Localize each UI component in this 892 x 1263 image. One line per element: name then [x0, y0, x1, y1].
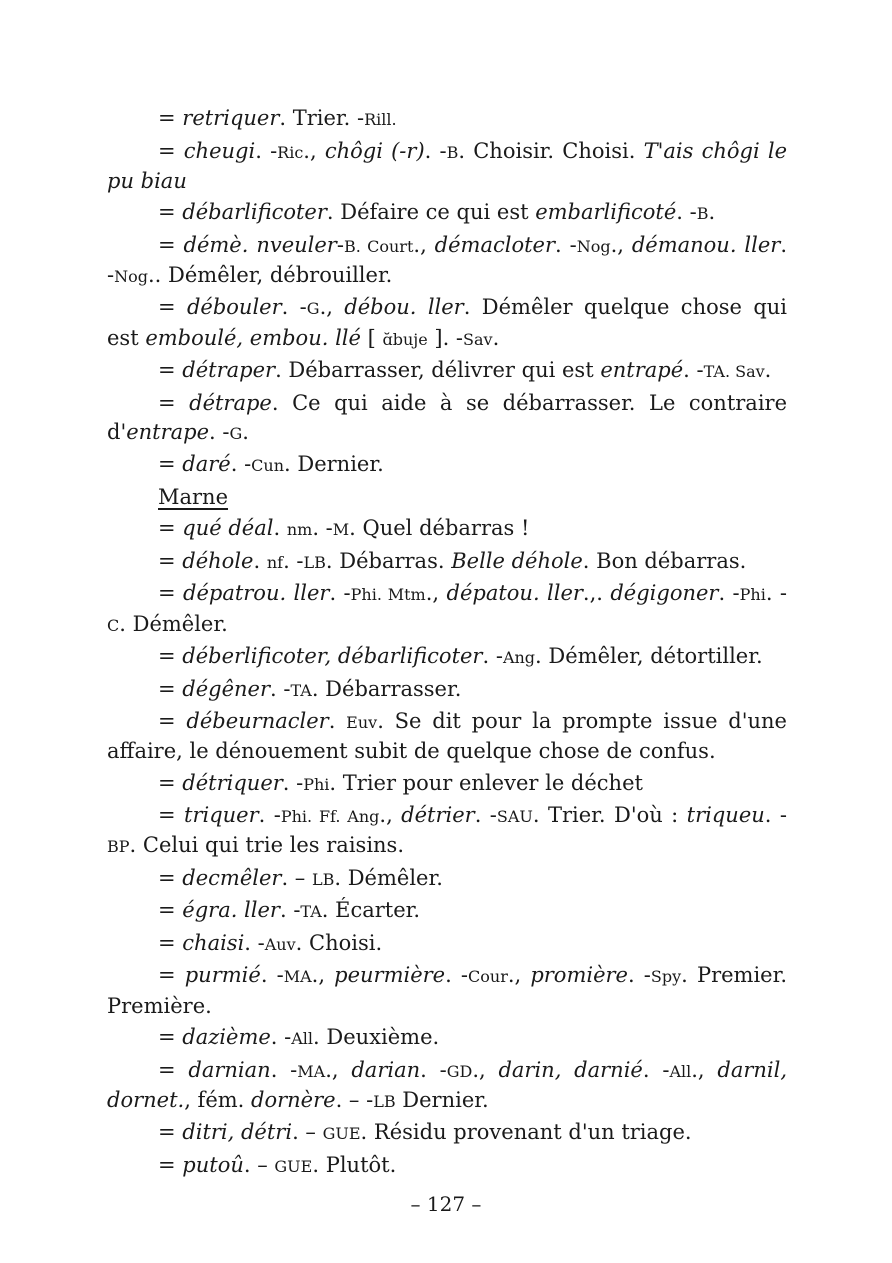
entry-text: . -: [482, 644, 503, 669]
entry-text: . Résidu provenant d'un triage.: [360, 1120, 692, 1145]
entry-text: . Quel débarras !: [349, 516, 530, 541]
source-abbreviation: Cun: [251, 456, 285, 476]
entry-text: . Écarter.: [321, 898, 421, 923]
entry-text: . Se dit pour la prompte issue d'une affaire, le dénouement subit de quelque chose de confus.: [107, 709, 787, 764]
entry-text: . Premier. Première.: [107, 963, 788, 1018]
dialect-term: putoû: [182, 1152, 244, 1177]
entry-text: .,: [325, 1057, 352, 1082]
entry-text: . -: [270, 1025, 292, 1050]
dialect-term: emboulé, embou. llé: [145, 325, 361, 350]
entry-text: . -: [244, 930, 265, 955]
entry-text: =: [158, 1025, 183, 1050]
source-abbreviation: GUE: [322, 1124, 361, 1144]
source-abbreviation: TA. Sav: [703, 362, 765, 382]
source-abbreviation: B: [696, 204, 709, 224]
source-abbreviation: Spy: [650, 967, 682, 987]
dialect-term: détrape: [189, 390, 272, 415]
entry-text: =: [158, 295, 187, 320]
entry-text: =: [158, 1057, 189, 1082]
glossary-entry: [107, 1023, 787, 1053]
entry-text: . Plutôt.: [312, 1152, 397, 1177]
glossary-entry: [107, 450, 787, 480]
source-abbreviation: All: [291, 1029, 314, 1049]
entry-text: . -: [642, 1057, 670, 1082]
entry-text: .: [492, 325, 500, 350]
dialect-term: débou. ller: [344, 295, 464, 320]
dialect-term: triquer: [184, 803, 259, 828]
entry-text: =: [158, 963, 185, 988]
entry-text: . Ce qui aide à se débarrasser. Le contraire d': [107, 390, 788, 444]
glossary-entry: [107, 293, 787, 353]
glossary-entry: [107, 929, 787, 959]
entry-text: =: [158, 232, 184, 257]
glossary-entry: [107, 864, 787, 894]
page-number: – 127 –: [410, 1192, 482, 1216]
source-abbreviation: MA: [297, 1061, 326, 1081]
source-abbreviation: nm: [286, 520, 313, 540]
entry-text: . -: [718, 581, 740, 606]
entry-text: =: [158, 106, 183, 130]
entry-text: . Dernier.: [284, 452, 384, 477]
entry-text: . -: [230, 452, 252, 477]
glossary-entry: [107, 1151, 787, 1181]
dialect-term: darnian: [188, 1057, 271, 1082]
entry-text: . -: [676, 200, 697, 225]
dialect-term: embarlificoté: [535, 200, 677, 225]
source-abbreviation: Sav: [463, 329, 493, 349]
dialect-term: triqueu: [686, 803, 765, 828]
entry-text: =: [158, 803, 185, 828]
entry-text: . -: [107, 232, 787, 287]
entry-text: =: [158, 581, 183, 606]
source-abbreviation: All: [669, 1061, 692, 1081]
dialect-term: entrape: [126, 419, 210, 444]
entry-text: .: [328, 709, 347, 734]
dialect-term: chôgi (-r): [324, 138, 425, 163]
entry-text: =: [158, 358, 183, 383]
entry-text: . –: [292, 1120, 323, 1145]
entry-text: =: [158, 138, 184, 163]
dialect-term: dépatrou. ller: [183, 581, 330, 606]
entry-text: =: [158, 644, 183, 669]
entry-text: .: [764, 358, 772, 383]
dialect-term: retriquer: [182, 106, 280, 130]
entry-text: . -: [683, 358, 704, 383]
entry-text: . -: [555, 232, 577, 257]
entry-text: =: [158, 452, 183, 477]
source-abbreviation: TA: [290, 680, 312, 700]
entry-text: . -: [420, 1057, 447, 1082]
glossary-entry: [107, 231, 787, 291]
dialect-term: purmié: [184, 963, 261, 988]
entry-text: . – -: [335, 1087, 374, 1112]
source-abbreviation: C: [107, 615, 120, 635]
entry-text: .,: [691, 1057, 718, 1082]
glossary-entry: [107, 707, 787, 766]
entry-text: . –: [243, 1152, 275, 1177]
dialect-term: Belle déhole: [451, 548, 583, 573]
entry-text: . -: [270, 1057, 298, 1082]
source-abbreviation: LB: [303, 552, 326, 572]
source-abbreviation: Phi: [739, 585, 766, 605]
glossary-entry: [107, 961, 787, 1020]
source-abbreviation: Euv: [346, 713, 378, 733]
dialect-term: dégêner: [182, 676, 271, 701]
entry-text: .: [242, 419, 249, 444]
entry-text: . -: [765, 581, 788, 606]
entry-text: . Choisi.: [295, 930, 383, 955]
entry-text: . -: [474, 803, 497, 828]
entry-text: =: [158, 1120, 183, 1145]
entry-text: .,: [507, 963, 531, 988]
source-abbreviation: nf: [266, 552, 284, 572]
entry-text: . Démêler.: [334, 865, 443, 890]
dialect-term: débeurnacler: [186, 709, 329, 734]
source-abbreviation: Phi: [303, 774, 330, 794]
source-abbreviation: SAU: [496, 807, 533, 827]
dialect-term: qué déal: [182, 516, 274, 541]
entry-text: ]. -: [427, 325, 464, 350]
source-abbreviation: Rill.: [364, 110, 397, 129]
entry-text: . -: [260, 963, 284, 988]
source-abbreviation: Phi. Mtm: [350, 585, 426, 605]
source-abbreviation: ɑ̆buje: [382, 329, 428, 349]
entry-text: . Trier. D'où :: [532, 803, 687, 828]
dialect-term: darnil, dornet.: [107, 1057, 788, 1112]
entry-text: . Choisir. Choisi.: [458, 138, 644, 163]
glossary-entry: [107, 514, 787, 544]
entry-text: =: [158, 200, 183, 225]
entry-text: .: [273, 516, 287, 541]
entry-text: =: [158, 548, 183, 573]
entry-text: . -: [279, 898, 301, 923]
dialect-term: déberlificoter, débarlificoter: [182, 644, 483, 669]
entry-text: . Trier pour enlever le déchet: [329, 770, 643, 795]
glossary-entry: [107, 104, 787, 134]
source-abbreviation: Cour: [468, 967, 508, 987]
dialect-term: dégigoner: [610, 581, 719, 606]
entry-text: . -: [281, 295, 307, 320]
dialect-term: chaisi: [182, 930, 245, 955]
source-abbreviation: Ang: [502, 648, 536, 668]
glossary-entry: [107, 547, 787, 577]
entry-text: . -: [209, 419, 230, 444]
entry-text: . -: [627, 963, 651, 988]
source-abbreviation: Nog: [576, 236, 611, 256]
entry-text: . Trier. -: [279, 106, 365, 130]
dialect-term: dépatou. ller: [446, 581, 583, 606]
entry-text: =: [158, 770, 183, 795]
entry-text: .,: [319, 295, 345, 320]
entry-text: . –: [281, 865, 312, 890]
entry-text: =: [158, 709, 187, 734]
entry-text: .,: [610, 232, 632, 257]
dialect-term: égra. ller: [182, 898, 280, 923]
entry-text: . -: [329, 581, 351, 606]
entry-text: =: [158, 516, 183, 541]
source-abbreviation: TA: [300, 902, 322, 922]
entry-text: -: [336, 232, 344, 257]
entry-text: . Débarras.: [325, 548, 452, 573]
source-abbreviation: Auv: [264, 934, 296, 954]
entry-text: . -: [255, 138, 278, 163]
entry-text: .. Démêler, débrouiller.: [147, 262, 393, 287]
dialect-term: débarlificoter: [182, 200, 327, 225]
entry-text: . Démêler.: [119, 611, 228, 636]
dialect-term: détriquer: [182, 770, 283, 795]
dialect-term: peurmière: [334, 963, 446, 988]
source-abbreviation: BP: [107, 837, 130, 857]
entry-text: .,: [425, 581, 447, 606]
entry-text: , fém.: [184, 1087, 252, 1112]
entry-text: . -: [258, 803, 281, 828]
source-abbreviation: MA: [283, 967, 312, 987]
entry-text: .,.: [582, 581, 611, 606]
entry-text: . Celui qui trie les raisins.: [129, 833, 405, 858]
entry-text: . -: [445, 963, 469, 988]
dialect-term: détraper: [182, 358, 276, 383]
entry-text: .,: [311, 963, 335, 988]
entry-text: . -: [312, 516, 333, 541]
dialect-term: darian: [351, 1057, 421, 1082]
dialect-term: démanou. ller: [631, 232, 781, 257]
dialect-term: démè. nveuler: [183, 232, 337, 257]
source-abbreviation: GUE: [274, 1156, 313, 1176]
section-heading: [107, 483, 787, 512]
dialect-term: débouler: [186, 295, 282, 320]
entry-text: . Démêler quelque chose qui est: [107, 295, 787, 350]
entry-text: . Débarrasser.: [311, 676, 462, 701]
dialect-term: dazième: [182, 1025, 271, 1050]
glossary-entries: [107, 104, 787, 1183]
section-heading-label: [158, 485, 228, 509]
glossary-entry: [107, 1056, 787, 1116]
source-abbreviation: LB: [311, 869, 335, 889]
source-abbreviation: Ric: [277, 142, 304, 162]
glossary-entry: [107, 389, 787, 448]
glossary-entry: [107, 1118, 787, 1148]
glossary-entry: [107, 675, 787, 705]
dialect-term: daré: [182, 452, 231, 477]
dialect-term: détrier: [401, 803, 475, 828]
entry-text: =: [158, 865, 183, 890]
entry-text: . -: [764, 803, 787, 828]
entry-text: . -: [424, 138, 447, 163]
entry-text: =: [158, 898, 183, 923]
entry-text: .,: [303, 138, 325, 163]
glossary-entry: [107, 642, 787, 672]
dialect-term: déhole: [182, 548, 254, 573]
glossary-entry: [107, 896, 787, 926]
dialect-term: dornère: [251, 1087, 336, 1112]
source-abbreviation: B: [446, 142, 459, 162]
glossary-entry: [107, 579, 787, 639]
entry-text: . Bon débarras.: [582, 548, 747, 573]
entry-text: . Défaire ce qui est: [326, 200, 536, 225]
source-abbreviation: Phi. Ff. Ang: [280, 807, 380, 827]
dialect-term: darin, darnié: [498, 1057, 643, 1082]
glossary-entry: [107, 356, 787, 386]
entry-text: =: [158, 930, 183, 955]
source-abbreviation: B. Court: [343, 236, 414, 256]
entry-text: .,: [379, 803, 402, 828]
entry-text: .: [253, 548, 267, 573]
glossary-entry: [107, 801, 787, 861]
entry-text: =: [158, 1152, 183, 1177]
dialect-term: entrapé: [600, 358, 684, 383]
dialect-term: promière: [530, 963, 628, 988]
dialect-term: ditri, détri: [182, 1120, 293, 1145]
glossary-entry: [107, 198, 787, 228]
entry-text: [: [360, 325, 383, 350]
entry-text: =: [158, 390, 190, 415]
entry-text: .,: [472, 1057, 499, 1082]
entry-text: =: [158, 676, 183, 701]
dialect-term: decmêler: [182, 865, 282, 890]
entry-text: .,: [413, 232, 435, 257]
source-abbreviation: G: [229, 423, 243, 443]
entry-text: Dernier.: [395, 1087, 489, 1112]
entry-text: . Deuxième.: [313, 1025, 440, 1050]
entry-text: . -: [270, 676, 291, 701]
source-abbreviation: Nog: [114, 266, 148, 286]
entry-text: . Débarrasser, délivrer qui est: [275, 358, 601, 383]
dialect-term: T'ais chôgi le pu biau: [107, 138, 787, 193]
entry-text: Marne: [158, 484, 229, 509]
source-abbreviation: GD: [446, 1061, 473, 1081]
entry-text: . -: [283, 548, 304, 573]
entry-text: .: [708, 200, 716, 225]
dialect-term: démacloter: [434, 232, 555, 257]
glossary-entry: [107, 137, 787, 196]
entry-text: . -: [282, 770, 304, 795]
dialect-term: cheugi: [183, 138, 256, 163]
entry-text: . Démêler, détortiller.: [535, 644, 763, 669]
source-abbreviation: M: [332, 520, 350, 540]
source-abbreviation: LB: [373, 1091, 396, 1111]
glossary-entry: [107, 769, 787, 799]
source-abbreviation: G: [306, 299, 320, 319]
